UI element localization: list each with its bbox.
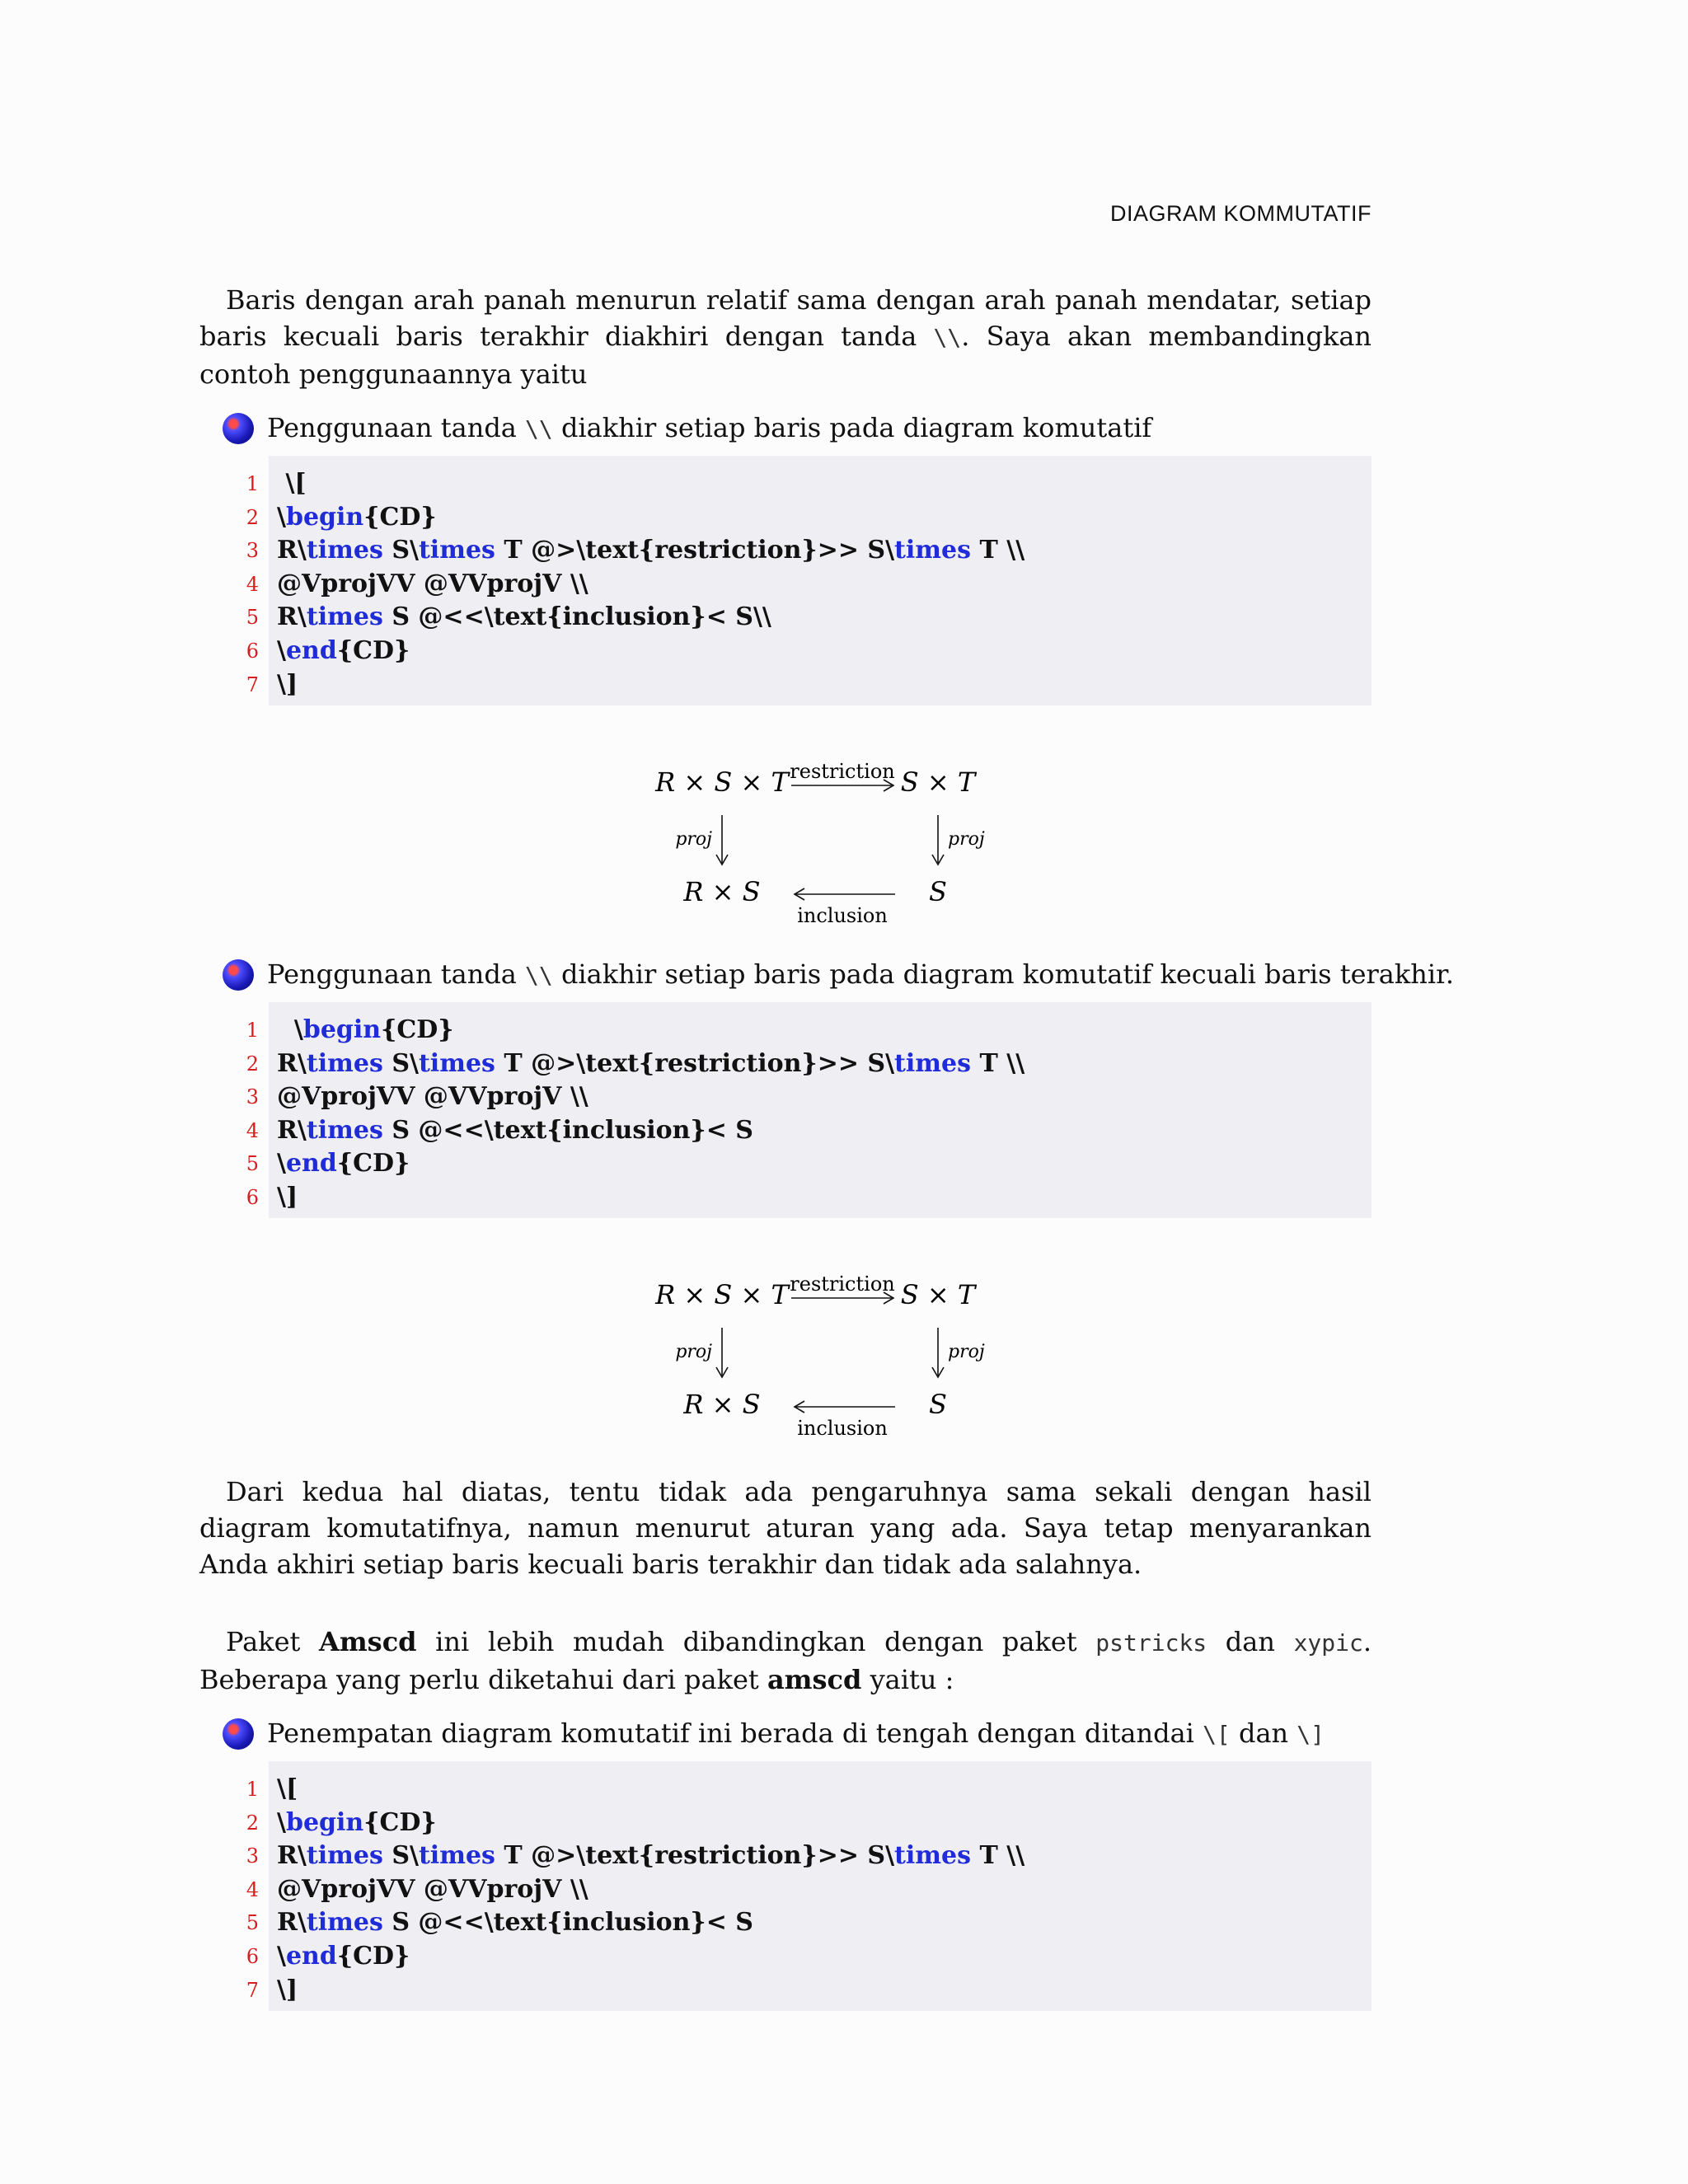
line-number: 5 [246,1911,259,1935]
line-number: 2 [246,1811,259,1835]
code-keyword: times [306,602,383,632]
code-token: S\ [382,536,419,565]
code-line [246,1873,1372,1907]
code-text [277,1114,753,1148]
code-token: R\ [277,1048,307,1078]
code-line [246,1906,1372,1940]
arrow-label-proj-left: proj [675,829,712,850]
line-number: 7 [246,673,259,696]
code-token: T \\ [971,536,1025,565]
code-line [246,1840,1372,1873]
para3-text-2: ini lebih mudah dibandingkan dengan paket [416,1626,1096,1657]
paragraph-conclusion-text: Dari kedua hal diatas, tentu tidak ada pengaruhnya sama sekali dengan hasil diagram komutatifnya, namun menurut aturan yang ada. Saya tetap menyarankan Anda akhiri setiap baris kecuali baris terakhir dan tidak ada salahnya. [199,1476,1372,1580]
code-line [246,1940,1372,1974]
code-line [246,1047,1372,1081]
code-keyword: times [306,1908,383,1938]
bullet-3-code-close: \] [1296,1721,1325,1748]
code-text [277,635,410,668]
code-line [246,1974,1372,2008]
diagram-svg [651,754,997,944]
bullet-2-code: \\ [525,962,553,989]
code-token: {CD} [363,1807,437,1837]
code-text [277,501,437,535]
code-text [277,568,588,602]
bullet-item-2 [223,957,1454,993]
bullet-2-after: diakhir setiap baris pada diagram komutatif kecuali baris terakhir. [552,958,1455,990]
code-token: T @>\text{restriction}>> S\ [495,1841,895,1871]
code-line [246,534,1372,568]
line-number: 2 [246,1052,259,1076]
code-token: \] [277,1975,298,2004]
code-keyword: times [418,536,495,565]
paragraph-amscd [199,1624,1372,1698]
code-keyword: times [418,1841,495,1871]
line-number: 4 [246,1118,259,1142]
code-text [277,467,307,501]
code-token: \ [277,1807,286,1837]
para3-bold-amscd: Amscd [318,1626,417,1657]
bullet-item-3 [223,1716,1325,1752]
node-top-left: R × S × T [655,766,789,798]
code-listing-2 [246,1002,1372,1218]
code-keyword: times [306,1048,383,1078]
code-keyword: times [306,1115,383,1145]
code-text [277,1974,298,2008]
code-listing-1 [246,456,1372,705]
code-token: \[ [277,1774,298,1803]
node-bottom-left: R × S [683,1389,761,1420]
intro-text-1: Baris dengan arah panah menurun relatif sama dengan arah panah mendatar, setiap baris kecuali baris terakhir diakhiri dengan tanda [199,284,1372,352]
para3-code-pstricks: pstricks [1095,1629,1207,1657]
node-top-right: S × T [900,766,976,798]
code-text [277,1807,437,1840]
code-line [246,467,1372,501]
code-line [246,501,1372,535]
code-token: \ [277,502,286,532]
arrow-label-restriction: restriction [790,1272,895,1296]
line-number: 6 [246,1185,259,1209]
line-number: 3 [246,1085,259,1109]
para3-code-xypic: xypic [1293,1629,1363,1657]
code-token: {CD} [363,502,437,532]
code-token: \ [277,1149,286,1179]
bullet-3-text [267,1715,1325,1753]
arrow-label-inclusion: inclusion [797,904,888,927]
code-keyword: end [285,1149,337,1179]
code-text [277,1181,298,1215]
code-token: \] [277,669,298,699]
code-text [277,1906,753,1940]
arrow-label-proj-left: proj [675,1342,712,1362]
code-token: {CD} [336,1941,410,1971]
code-keyword: end [285,635,337,665]
bullet-1-text [267,410,1151,448]
code-token: T \\ [971,1048,1025,1078]
code-token: @VprojVV @VVprojV \\ [277,1082,588,1112]
line-number: 6 [246,639,259,663]
running-header: DIAGRAM KOMMUTATIF [1110,201,1372,226]
bullet-2-before: Penggunaan tanda [267,958,526,990]
line-number: 5 [246,606,259,630]
bullet-1-before: Penggunaan tanda [267,412,526,443]
code-keyword: times [306,536,383,565]
code-line [246,1807,1372,1840]
code-token: {CD} [381,1015,454,1044]
code-text [277,1940,410,1974]
code-token: \[ [277,469,307,498]
line-number: 4 [246,1877,259,1901]
code-token: \ [277,1015,303,1044]
node-bottom-right: S [929,1389,947,1420]
paragraph-conclusion [199,1474,1372,1582]
code-keyword: end [285,1941,337,1971]
code-token: S @<<\text{inclusion}< S [382,1115,753,1145]
bullet-1-code: \\ [525,415,553,443]
code-line [246,1080,1372,1114]
code-line [246,568,1372,602]
code-keyword: begin [285,502,364,532]
node-bottom-right: S [929,876,947,907]
intro-code: \\ [933,324,962,351]
code-line [246,1181,1372,1215]
line-number: 3 [246,539,259,563]
code-token: R\ [277,1115,307,1145]
line-number: 4 [246,572,259,596]
code-text [277,1080,588,1114]
node-top-right: S × T [900,1279,976,1310]
bullet-ball-icon [223,959,254,991]
line-number: 2 [246,505,259,529]
code-token: S\ [382,1841,419,1871]
bullet-3-mid: dan [1230,1718,1297,1749]
code-token: \ [277,635,286,665]
para3-bold-amscd-2: amscd [767,1664,862,1695]
arrow-label-proj-right: proj [948,829,985,850]
code-keyword: times [894,1841,972,1871]
bullet-ball-icon [223,1718,254,1750]
line-number: 1 [246,472,259,495]
arrow-label-inclusion: inclusion [797,1417,888,1440]
line-number: 3 [246,1844,259,1868]
code-line [246,1147,1372,1181]
code-text [277,1014,454,1047]
code-text [277,1047,1025,1081]
code-keyword: times [418,1048,495,1078]
line-number: 6 [246,1944,259,1968]
code-keyword: begin [285,1807,364,1837]
code-token: @VprojVV @VVprojV \\ [277,1874,588,1904]
code-text [277,1147,410,1181]
bullet-2-text [267,956,1454,994]
code-line [246,601,1372,635]
para3-text-1: Paket [226,1626,319,1657]
bullet-1-after: diakhir setiap baris pada diagram komutatif [552,412,1152,443]
intro-paragraph [199,282,1372,392]
code-listing-3 [246,1761,1372,2011]
para3-text-5: yaitu : [861,1664,954,1695]
code-token: S\ [382,1048,419,1078]
code-line [246,635,1372,668]
arrow-label-restriction: restriction [790,760,895,783]
code-keyword: times [894,536,972,565]
commutative-diagram-1 [651,754,997,944]
code-token: T \\ [971,1841,1025,1871]
code-text [277,1840,1025,1873]
code-keyword: times [306,1841,383,1871]
code-text [277,601,771,635]
code-text [277,1873,588,1907]
code-token: R\ [277,1908,307,1938]
bullet-3-before: Penempatan diagram komutatif ini berada di tengah dengan ditandai [267,1718,1203,1749]
line-number: 5 [246,1152,259,1176]
para3-text-3: dan [1207,1626,1294,1657]
code-keyword: begin [302,1015,382,1044]
arrow-label-proj-right: proj [948,1342,985,1362]
node-bottom-left: R × S [683,876,761,907]
line-number: 7 [246,1978,259,2002]
intro-text-2: . Saya akan membandingkan contoh penggunaannya yaitu [199,321,1372,390]
code-line [246,1773,1372,1807]
code-token: \] [277,1182,298,1212]
code-token: S @<<\text{inclusion}< S\\ [382,602,771,632]
bullet-item-1 [223,410,1151,447]
code-token: {CD} [336,1149,410,1179]
line-number: 1 [246,1778,259,1801]
code-token: R\ [277,1841,307,1871]
code-line [246,1014,1372,1047]
code-token: @VprojVV @VVprojV \\ [277,569,588,598]
code-token: R\ [277,602,307,632]
code-keyword: times [894,1048,972,1078]
bullet-ball-icon [223,413,254,444]
code-line [246,1114,1372,1148]
commutative-diagram-2 [651,1267,997,1456]
code-token: R\ [277,536,307,565]
line-number: 1 [246,1019,259,1042]
code-text [277,1773,298,1807]
code-token: S @<<\text{inclusion}< S [382,1908,753,1938]
code-text [277,534,1025,568]
para3-text-4: . Beberapa yang perlu diketahui dari paket [199,1626,1372,1695]
code-token: T @>\text{restriction}>> S\ [495,536,895,565]
node-top-left: R × S × T [655,1279,789,1310]
code-token: \ [277,1941,286,1971]
code-token: T @>\text{restriction}>> S\ [495,1048,895,1078]
diagram-svg [651,1267,997,1456]
code-token: {CD} [336,635,410,665]
code-text [277,668,298,702]
bullet-3-code-open: \[ [1203,1721,1231,1748]
code-line [246,668,1372,702]
